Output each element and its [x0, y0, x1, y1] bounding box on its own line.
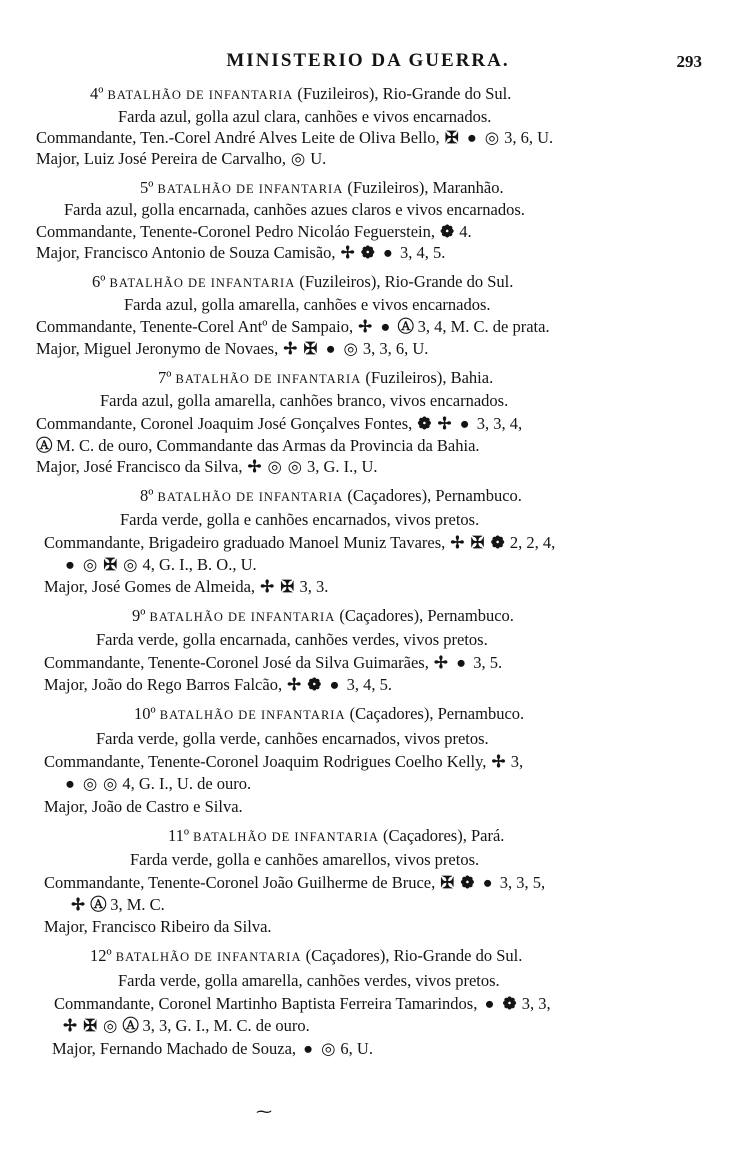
badge-icon: ◎	[343, 339, 358, 358]
uniform-description: Farda azul, golla azul clara, canhões e vivos encarnados.	[118, 107, 492, 126]
cross-icon: ✠	[83, 1016, 98, 1035]
rosette-icon: ❁	[502, 994, 517, 1013]
battalion-heading: 4º BATALHÃO DE INFANTARIA (Fuzileiros), Rio-Grande do Sul.	[90, 84, 512, 103]
commander-line: Commandante, Tenente-Coronel José da Silva Guimarães, ✢ ● 3, 5.	[44, 653, 503, 672]
medal-icon: ●	[329, 675, 340, 694]
ornament-icon: ⁓	[256, 1104, 272, 1121]
rosette-icon: ❁	[460, 873, 475, 892]
rosette-icon: ❁	[307, 675, 322, 694]
cross-icon: ✢	[434, 653, 448, 672]
commander-line: Commandante, Coronel Joaquim José Gonçalves Fontes, ❁ ✢ ● 3, 3, 4,	[36, 414, 523, 433]
medal-icon: ●	[456, 653, 467, 672]
cross-icon: ✢	[63, 1016, 77, 1035]
rosette-icon: ❁	[490, 533, 505, 552]
commander-continuation: ● ◎ ◎ 4, G. I., U. de ouro.	[62, 774, 251, 794]
uniform-description: Farda verde, golla amarella, canhões verdes, vivos pretos.	[118, 971, 500, 990]
medal-icon: ●	[382, 243, 393, 262]
badge-icon: ◎	[267, 457, 282, 476]
cross-icon: ✠	[440, 873, 455, 892]
major-line: Major, Luiz José Pereira de Carvalho, ◎ U.	[36, 149, 327, 168]
badge-icon: Ⓐ	[90, 895, 107, 914]
commander-line: Commandante, Ten.-Corel André Alves Leite de Oliva Bello, ✠ ● ◎ 3, 6, U.	[36, 128, 554, 147]
medal-icon: ●	[466, 128, 477, 147]
cross-icon: ✠	[470, 533, 485, 552]
cross-icon: ✢	[450, 533, 465, 552]
cross-icon: ✠	[444, 128, 459, 147]
badge-icon: Ⓐ	[36, 436, 53, 455]
cross-icon: ✠	[280, 577, 295, 596]
commander-line: Commandante, Coronel Martinho Baptista Ferreira Tamarindos, ● ❁ 3, 3,	[54, 994, 551, 1013]
cross-icon: ✢	[260, 577, 275, 596]
battalion-heading: 7º BATALHÃO DE INFANTARIA (Fuzileiros), Bahia.	[158, 368, 494, 387]
medal-icon: ●	[325, 339, 336, 358]
badge-icon: ◎	[103, 1016, 118, 1035]
major-line: Major, José Francisco da Silva, ✢ ◎ ◎ 3, G. I., U.	[36, 457, 378, 476]
cross-icon: ✠	[303, 339, 318, 358]
cross-icon: ✢	[283, 339, 298, 358]
uniform-description: Farda verde, golla encarnada, canhões verdes, vivos pretos.	[96, 630, 488, 649]
medal-icon: ●	[482, 873, 493, 892]
commander-line: Commandante, Tenente-Coronel Joaquim Rodrigues Coelho Kelly, ✢ 3,	[44, 752, 524, 771]
rosette-icon: ❁	[360, 243, 375, 262]
cross-icon: ✢	[491, 752, 506, 771]
battalion-heading: 10º BATALHÃO DE INFANTARIA (Caçadores), Pernambuco.	[134, 704, 525, 723]
badge-icon: ◎	[82, 555, 98, 574]
battalion-heading: 11º BATALHÃO DE INFANTARIA (Caçadores), Pará.	[168, 826, 505, 845]
commander-line: Commandante, Tenente-Coronel João Guilherme de Bruce, ✠ ❁ ● 3, 3, 5,	[44, 873, 546, 892]
cross-icon: ✢	[247, 457, 262, 476]
medal-icon: ●	[65, 774, 75, 793]
medal-icon: ●	[484, 994, 495, 1013]
cross-icon: ✠	[103, 555, 118, 574]
battalion-heading: 5º BATALHÃO DE INFANTARIA (Fuzileiros), Maranhão.	[140, 178, 504, 197]
battalion-heading: 12º BATALHÃO DE INFANTARIA (Caçadores), Rio-Grande do Sul.	[90, 946, 523, 965]
commander-continuation: ● ◎ ✠ ◎ 4, G. I., B. O., U.	[62, 555, 257, 575]
commander-continuation: ✢ ✠ ◎ Ⓐ 3, 3, G. I., M. C. de ouro.	[63, 1016, 310, 1035]
badge-icon: Ⓐ	[122, 1016, 139, 1035]
uniform-description: Farda azul, golla amarella, canhões branco, vivos encarnados.	[100, 391, 509, 410]
major-line: Major, José Gomes de Almeida, ✢ ✠ 3, 3.	[44, 577, 329, 596]
badge-icon: ◎	[123, 555, 138, 574]
cross-icon: ✢	[71, 895, 85, 914]
uniform-description: Farda azul, golla amarella, canhões e vivos encarnados.	[124, 295, 491, 314]
commander-continuation: Ⓐ M. C. de ouro, Commandante das Armas da Provincia da Bahia.	[36, 436, 480, 455]
major-line: Major, Francisco Antonio de Souza Camisão, ✢ ❁ ● 3, 4, 5.	[36, 243, 446, 262]
commander-continuation: ✢ Ⓐ 3, M. C.	[71, 895, 165, 914]
uniform-description: Farda azul, golla encarnada, canhões azues claros e vivos encarnados.	[64, 200, 525, 219]
badge-icon: ◎	[484, 128, 500, 147]
commander-line: Commandante, Tenente-Corel Antº de Sampaio, ✢ ● Ⓐ 3, 4, M. C. de prata.	[36, 317, 550, 336]
medal-icon: ●	[65, 555, 75, 574]
badge-icon: ◎	[82, 774, 98, 793]
rosette-icon: ❁	[440, 222, 455, 241]
major-line: Major, João do Rego Barros Falcão, ✢ ❁ ● 3, 4, 5.	[44, 675, 392, 694]
major-line: Major, Fernando Machado de Souza, ● ◎ 6, U.	[52, 1039, 373, 1058]
cross-icon: ✢	[358, 317, 373, 336]
battalion-heading: 6º BATALHÃO DE INFANTARIA (Fuzileiros), Rio-Grande do Sul.	[92, 272, 514, 291]
medal-icon: ●	[380, 317, 391, 336]
major-line: Major, Francisco Ribeiro da Silva.	[44, 917, 272, 936]
uniform-description: Farda verde, golla e canhões encarnados, vivos pretos.	[120, 510, 480, 529]
major-line: Major, Miguel Jeronymo de Novaes, ✢ ✠ ● ◎ 3, 3, 6, U.	[36, 339, 429, 358]
badge-icon: ◎	[103, 774, 118, 793]
badge-icon: ◎	[321, 1039, 336, 1058]
uniform-description: Farda verde, golla verde, canhões encarnados, vivos pretos.	[96, 729, 489, 748]
page-header	[40, 50, 702, 78]
badge-icon: ◎	[287, 457, 303, 476]
commander-line: Commandante, Tenente-Coronel Pedro Nicoláo Feguerstein, ❁ 4.	[36, 222, 472, 241]
cross-icon: ✢	[437, 414, 452, 433]
medal-icon: ●	[303, 1039, 314, 1058]
battalion-heading: 8º BATALHÃO DE INFANTARIA (Caçadores), Pernambuco.	[140, 486, 522, 505]
medal-icon: ●	[459, 414, 470, 433]
badge-icon: Ⓐ	[397, 317, 414, 336]
cross-icon: ✢	[287, 675, 302, 694]
page-title: MINISTERIO DA GUERRA.	[226, 50, 510, 71]
uniform-description: Farda verde, golla e canhões amarellos, vivos pretos.	[130, 850, 480, 869]
page-number: 293	[676, 52, 702, 71]
major-line: Major, João de Castro e Silva.	[44, 797, 243, 816]
commander-line: Commandante, Brigadeiro graduado Manoel Muniz Tavares, ✢ ✠ ❁ 2, 2, 4,	[44, 533, 556, 552]
cross-icon: ✢	[340, 243, 355, 262]
badge-icon: ◎	[290, 149, 306, 168]
rosette-icon: ❁	[417, 414, 432, 433]
battalion-heading: 9º BATALHÃO DE INFANTARIA (Caçadores), Pernambuco.	[132, 606, 514, 625]
